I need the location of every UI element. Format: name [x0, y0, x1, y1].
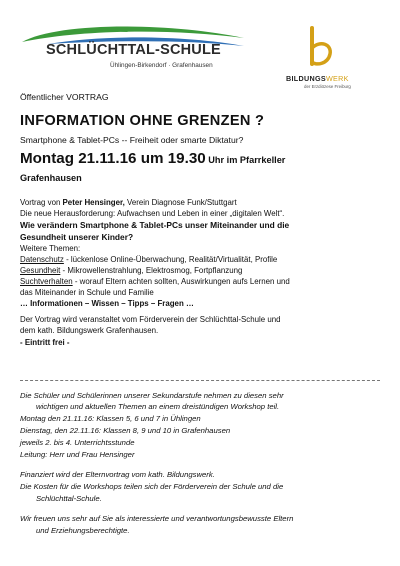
topic-continuation: das Miteinander in Schule und Familie — [20, 288, 154, 297]
subheadline: Smartphone & Tablet-PCs -- Freiheit oder smarte Diktatur? — [20, 135, 244, 145]
speaker-line: Vortrag von Peter Hensinger, Verein Diagnose Funk/Stuttgart — [20, 198, 237, 207]
question-line-1: Wie verändern Smartphone & Tablet-PCs unser Miteinander und die — [20, 220, 290, 230]
event-date: Montag 21.11.16 um 19.30 Uhr im Pfarrkeller — [20, 150, 286, 167]
topic-item: Suchtverhalten - worauf Eltern achten sollten, Auswirkungen aufs Lernen und — [20, 277, 290, 286]
school-logo — [18, 20, 248, 82]
more-topics-label: Weitere Themen: — [20, 244, 81, 253]
workshop-date-1: Montag den 21.11.16: Klassen 5, 6 und 7 in Ühlingen — [20, 414, 201, 423]
bildungswerk-b-icon — [298, 26, 338, 72]
bildungswerk-name: BILDUNGSWERK — [286, 74, 349, 83]
challenge-line: Die neue Herausforderung: Aufwachsen und Leben in einer „digitalen Welt“. — [20, 209, 285, 218]
workshop-intro-2: wichtigen und aktuellen Themen an einem dreistündigen Workshop teil. — [36, 402, 280, 411]
bildungswerk-logo — [286, 30, 380, 92]
workshop-date-2: Dienstag, den 22.11.16: Klassen 8, 9 und 10 in Grafenhausen — [20, 426, 231, 435]
topic-item: Gesundheit - Mikrowellenstrahlung, Elektrosmog, Fortpflanzung — [20, 266, 243, 275]
organizer-line-1: Der Vortrag wird veranstaltet vom Förderverein der Schlüchttal-Schule und — [20, 315, 281, 324]
kicker: Öffentlicher VORTRAG — [20, 92, 109, 102]
workshop-intro-1: Die Schüler und Schülerinnen unserer Sekundarstufe nehmen zu diesen sehr — [20, 391, 284, 400]
school-places: Ühlingen-Birkendorf · Grafenhausen — [110, 62, 213, 69]
closing-line-1: Wir freuen uns sehr auf Sie als interessierte und verantwortungsbewusste Eltern — [20, 514, 294, 523]
divider — [20, 380, 380, 381]
workshop-lead: Leitung: Herr und Frau Hensinger — [20, 450, 135, 459]
bildungswerk-subtitle: der Erzdiözese Freiburg — [304, 84, 351, 89]
free-entry: - Eintritt frei - — [20, 338, 70, 347]
workshop-hours: jeweils 2. bis 4. Unterrichtsstunde — [20, 438, 135, 447]
school-name: SCHLÜCHTTAL-SCHULE — [46, 42, 221, 58]
headline: INFORMATION OHNE GRENZEN ? — [20, 113, 265, 129]
financing-line-1: Finanziert wird der Elternvortrag vom kath. Bildungswerk. — [20, 470, 215, 479]
financing-line-3: Schlüchttal-Schule. — [36, 494, 102, 503]
tagline: … Informationen – Wissen – Tipps – Fragen … — [20, 299, 194, 308]
closing-line-2: und Erziehungsberechtigte. — [36, 526, 130, 535]
financing-line-2: Die Kosten für die Workshops teilen sich der Förderverein der Schule und die — [20, 482, 284, 491]
topic-item: Datenschutz - lückenlose Online-Überwachung, Realität/Virtualität, Profile — [20, 255, 278, 264]
organizer-line-2: dem kath. Bildungswerk Grafenhausen. — [20, 326, 159, 335]
question-line-2: Gesundheit unserer Kinder? — [20, 232, 134, 242]
event-place: Grafenhausen — [20, 173, 82, 183]
